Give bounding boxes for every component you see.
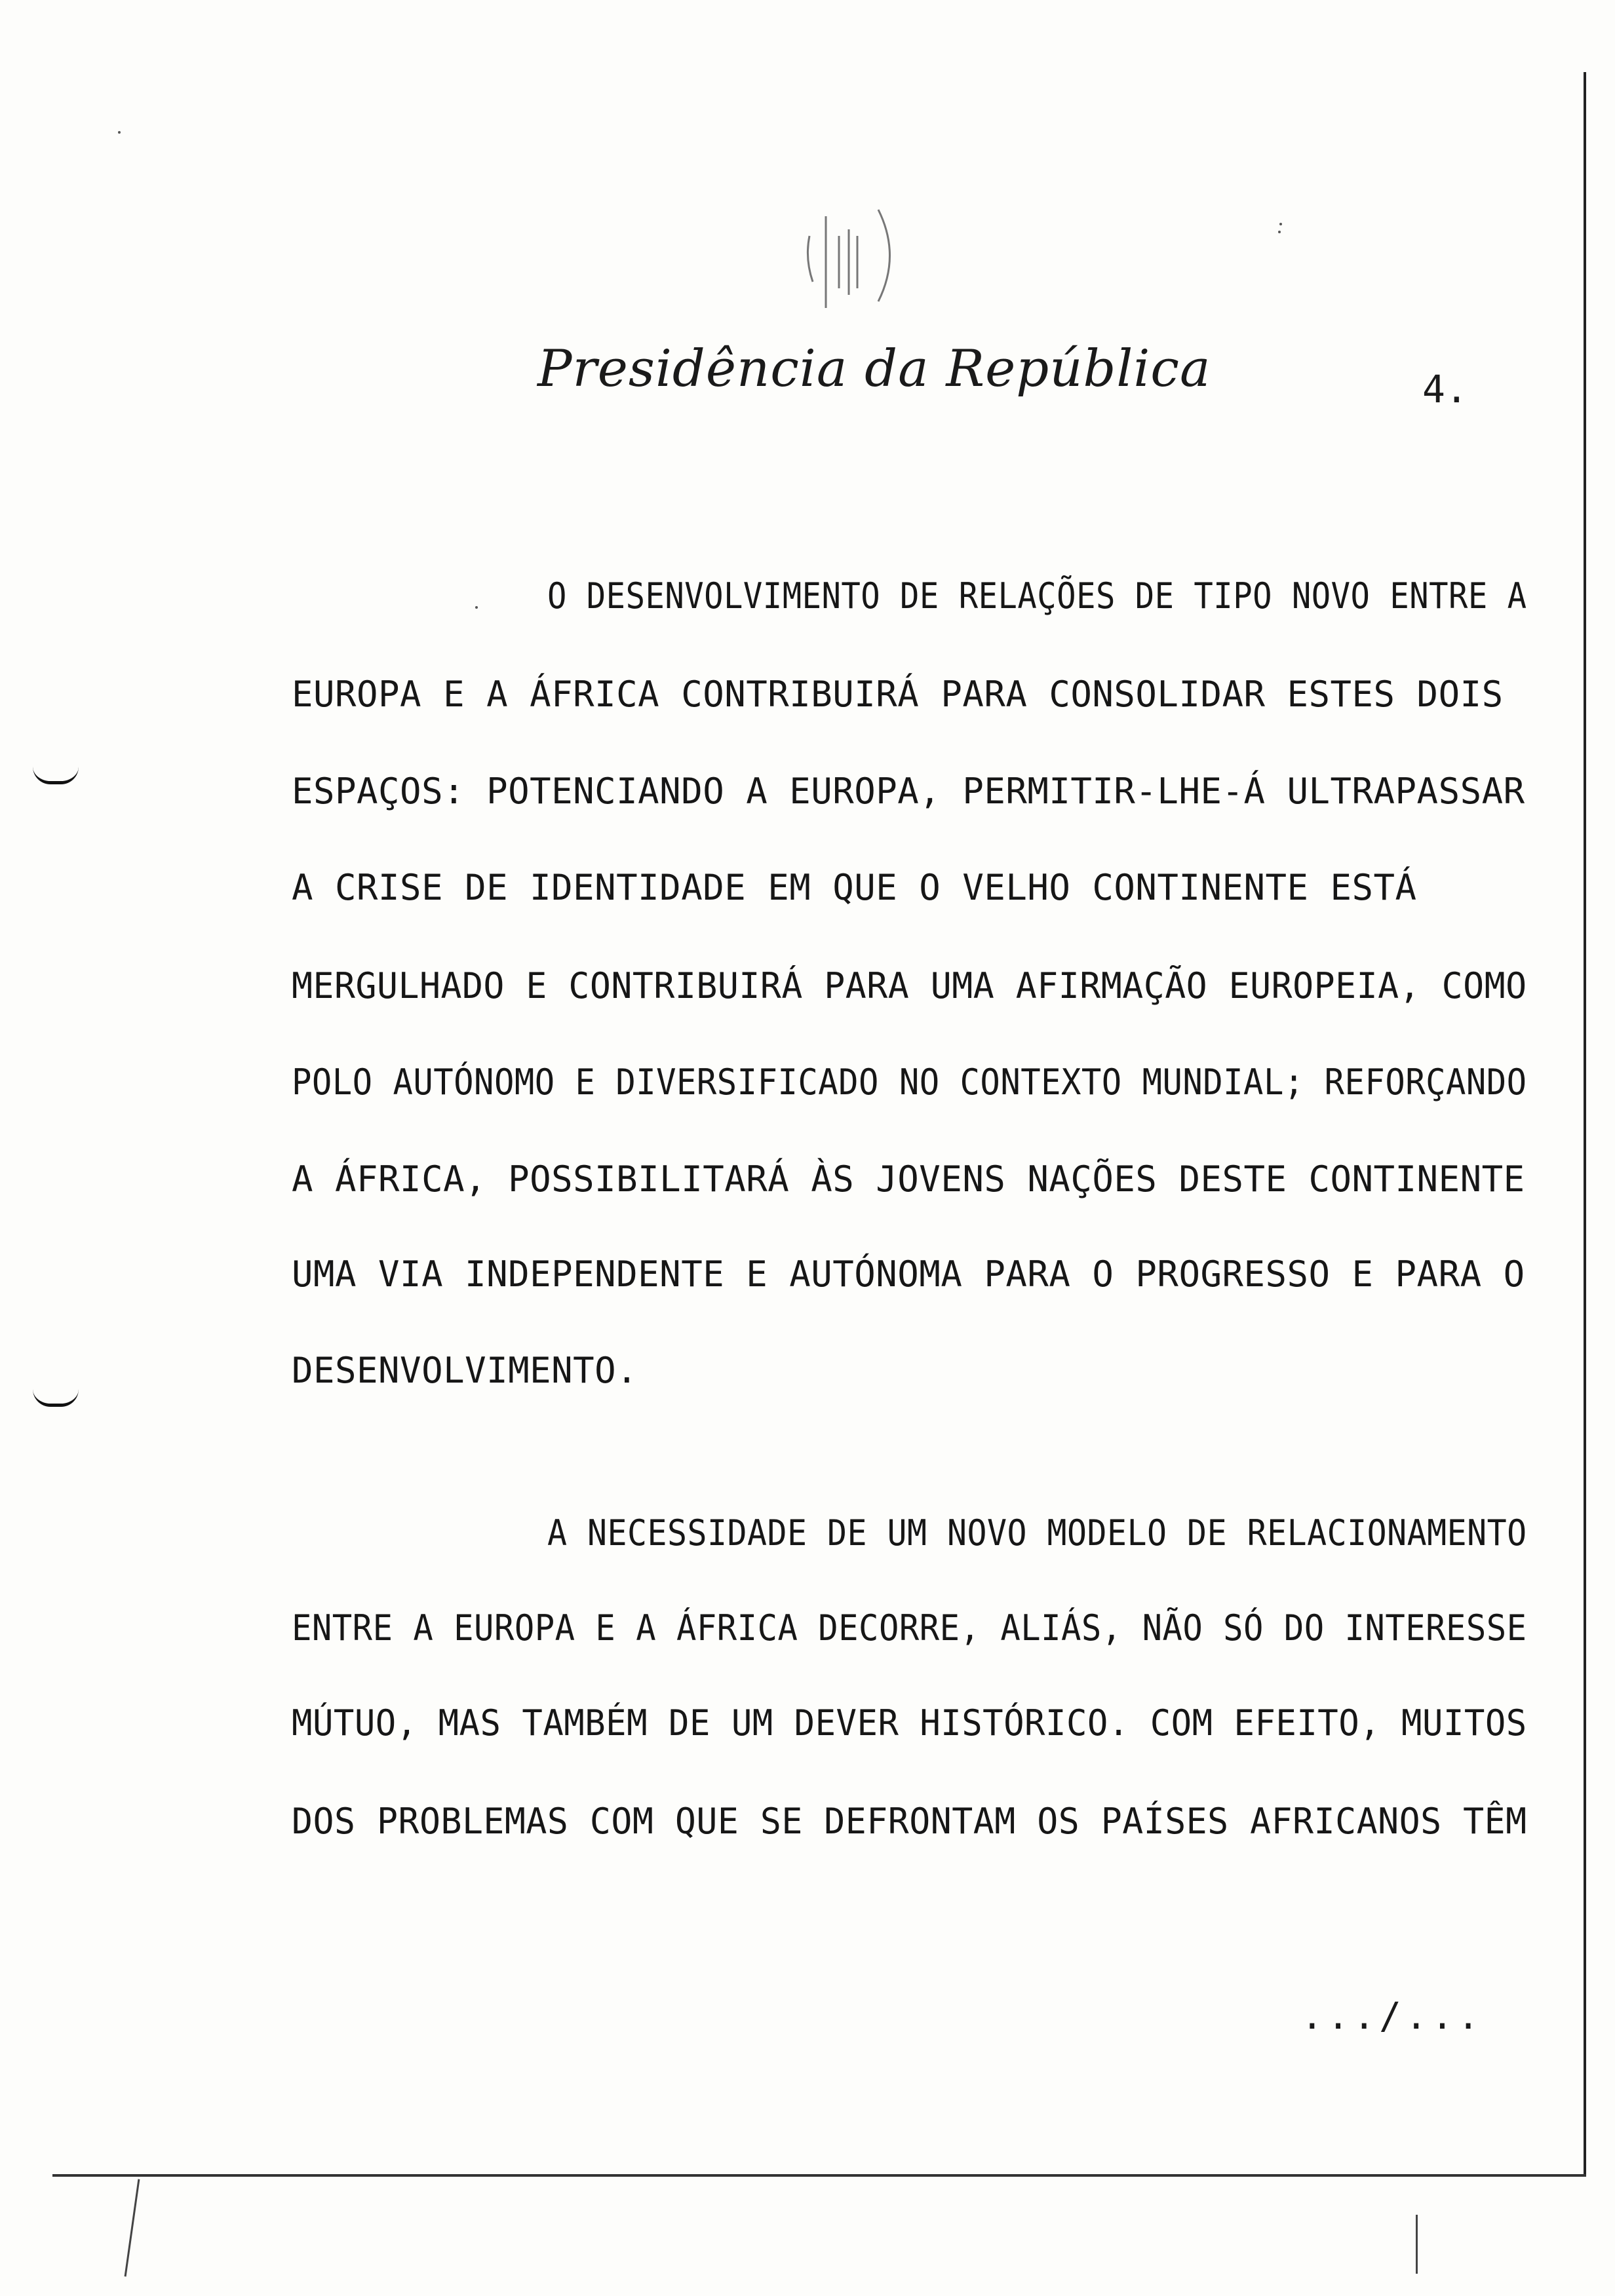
paragraph-1-line-3: ESPAÇOS: POTENCIANDO A EUROPA, PERMITIR-LHE-Á ULTRAPASSAR	[292, 771, 1525, 812]
margin-mark	[1416, 2215, 1418, 2274]
paragraph-2-line-3: MÚTUO, MAS TAMBÉM DE UM DEVER HISTÓRICO. COM EFEITO, MUITOS	[292, 1702, 1527, 1744]
margin-mark	[33, 1389, 79, 1407]
margin-mark	[33, 767, 79, 784]
page-number: 4.	[1422, 367, 1468, 411]
paragraph-1-line-6: POLO AUTÓNOMO E DIVERSIFICADO NO CONTEXTO MUNDIAL; REFORÇANDO	[292, 1062, 1527, 1103]
paragraph-1-line-7: A ÁFRICA, POSSIBILITARÁ ÀS JOVENS NAÇÕES DESTE CONTINENTE	[292, 1158, 1525, 1200]
paragraph-2-line-4: DOS PROBLEMAS COM QUE SE DEFRONTAM OS PAÍSES AFRICANOS TÊM	[292, 1801, 1527, 1842]
paragraph-1-line-8: UMA VIA INDEPENDENTE E AUTÓNOMA PARA O PROGRESSO E PARA O	[292, 1253, 1525, 1295]
paragraph-1-line-5: MERGULHADO E CONTRIBUIRÁ PARA UMA AFIRMAÇÃO EUROPEIA, COMO	[292, 965, 1527, 1006]
continuation-marker: .../...	[1301, 1995, 1484, 2038]
letterhead-title: Presidência da República	[537, 339, 1211, 398]
paragraph-1-line-4: A CRISE DE IDENTIDADE EM QUE O VELHO CONTINENTE ESTÁ	[292, 867, 1417, 908]
page-edge-line	[1584, 72, 1586, 2175]
scan-speck	[118, 131, 121, 134]
scan-speck	[475, 606, 478, 609]
paragraph-1-line-1: O DESENVOLVIMENTO DE RELAÇÕES DE TIPO NOVO ENTRE A	[547, 575, 1527, 617]
emblem-icon	[787, 197, 911, 321]
paragraph-1-line-9: DESENVOLVIMENTO.	[292, 1350, 638, 1391]
bottom-rule	[52, 2174, 1586, 2177]
paragraph-2-line-1: A NECESSIDADE DE UM NOVO MODELO DE RELACIONAMENTO	[547, 1512, 1527, 1554]
paragraph-1-line-2: EUROPA E A ÁFRICA CONTRIBUIRÁ PARA CONSOLIDAR ESTES DOIS	[292, 674, 1504, 715]
scan-speck	[1279, 223, 1282, 225]
scan-speck	[1278, 231, 1281, 233]
paragraph-2-line-2: ENTRE A EUROPA E A ÁFRICA DECORRE, ALIÁS, NÃO SÓ DO INTERESSE	[292, 1607, 1527, 1649]
margin-mark	[125, 2179, 140, 2277]
